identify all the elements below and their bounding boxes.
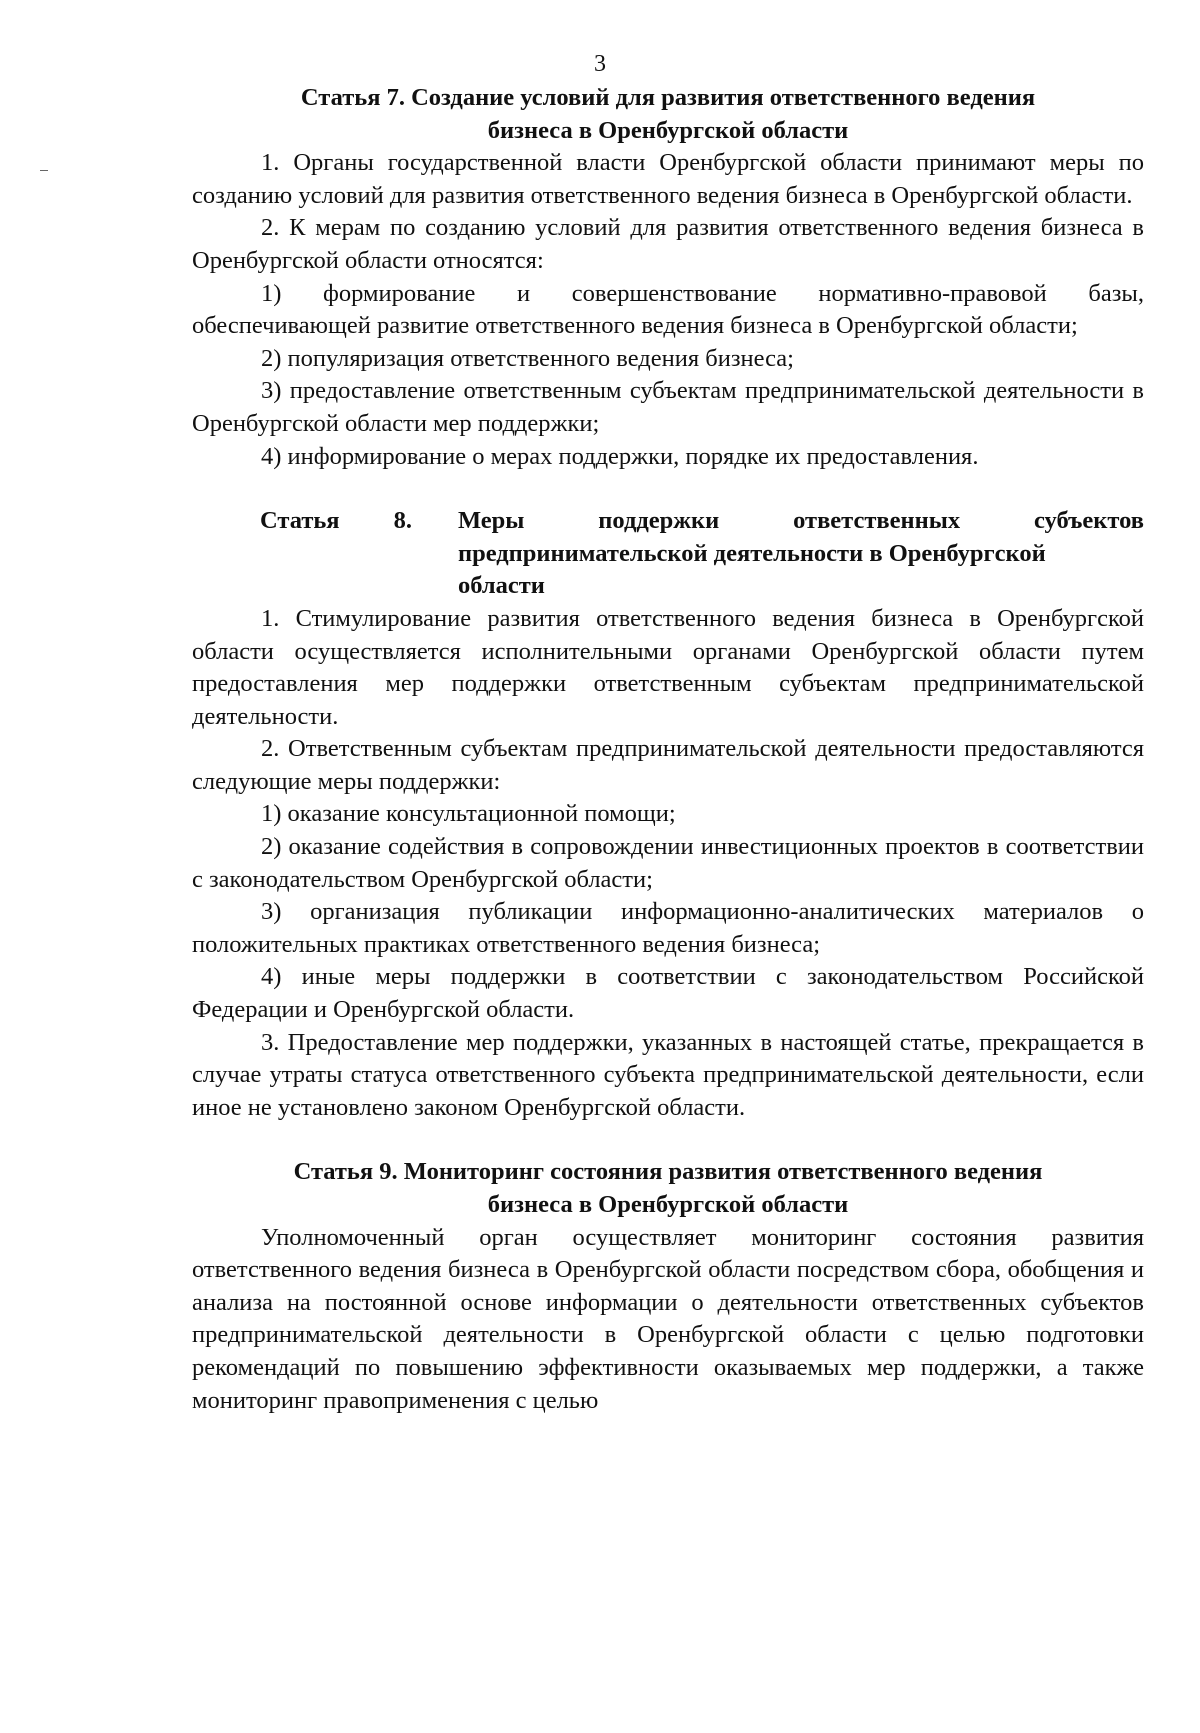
article-7-list-item: 4) информирование о мерах поддержки, порядке их предоставления. — [261, 442, 979, 470]
article-8-title-line-2: предпринимательской деятельности в Оренбургской — [458, 539, 1046, 567]
article-8-list-item: 2) оказание содействия в сопровождении инвестиционных проектов в соответствии с законодательством Оренбургской области; — [192, 833, 1144, 893]
article-7-list-item: 3) предоставление ответственным субъектам предпринимательской деятельности в Оренбургской области мер поддержки; — [192, 377, 1144, 437]
article-8-title-word: Меры — [458, 507, 525, 535]
article-8-title-line-3: области — [458, 572, 545, 600]
article-7-paragraph: 1. Органы государственной власти Оренбургской области принимают меры по созданию условий для развития ответственного ведения бизнеса в Оренбургской области. — [192, 149, 1144, 209]
article-8-title-word: поддержки — [598, 507, 720, 535]
article-8-title-word: ответственных — [793, 507, 961, 535]
article-9-heading-line-2: бизнеса в Оренбургской области — [487, 1191, 849, 1218]
article-8-heading — [192, 505, 1144, 603]
article-7-heading-line-1: Статья 7. Создание условий для развития ответственного ведения — [300, 84, 1036, 111]
article-8-title-line-1 — [458, 505, 1144, 538]
article-9-heading-line-1: Статья 9. Мониторинг состояния развития ответственного ведения — [293, 1158, 1043, 1186]
article-7-list-item: 2) популяризация ответственного ведения бизнеса; — [261, 344, 794, 372]
article-9-heading — [192, 1156, 1144, 1221]
article-8-list-item: 1) оказание консультационной помощи; — [261, 800, 676, 828]
article-8-label — [192, 505, 458, 603]
document-body — [192, 82, 1144, 1417]
article-9-paragraph: Уполномоченный орган осуществляет мониторинг состояния развития ответственного ведения бизнеса в Оренбургской области посредством сбора, обобщения и анализа на постоянной основе информации о деятельности ответственных субъектов предпринимательской деятельности в Оренбургской области с целью подготовки рекомендаций по повышению эффективности оказываемых мер поддержки, а также мониторинг правоприменения с целью — [192, 1223, 1144, 1414]
article-7-heading-line-2: бизнеса в Оренбургской области — [487, 116, 849, 144]
article-8-paragraph: 3. Предоставление мер поддержки, указанных в настоящей статье, прекращается в случае утраты статуса ответственного субъекта предпринимательской деятельности, если иное не установлено законом Оренбургской области. — [192, 1028, 1144, 1121]
section-gap — [192, 1124, 1144, 1156]
article-8-label-word: Статья — [260, 507, 340, 535]
article-7-heading — [192, 82, 1144, 147]
scan-mark — [40, 170, 48, 171]
article-8-list-item: 3) организация публикации информационно-аналитических материалов о положительных практиках ответственного ведения бизнеса; — [192, 898, 1144, 958]
article-8-label-number: 8. — [393, 507, 412, 535]
section-gap — [192, 473, 1144, 505]
article-8-paragraph: 2. Ответственным субъектам предпринимательской деятельности предоставляются следующие меры поддержки: — [192, 735, 1144, 795]
page-number: 3 — [594, 51, 606, 77]
article-8-title-word: субъектов — [1034, 507, 1144, 535]
article-8-list-item: 4) иные меры поддержки в соответствии с законодательством Российской Федерации и Оренбургской области. — [192, 963, 1144, 1024]
article-8-paragraph: 1. Стимулирование развития ответственного ведения бизнеса в Оренбургской области осуществляется исполнительными органами Оренбургской области путем предоставления мер поддержки ответственным субъектам предпринимательской деятельности. — [192, 604, 1144, 730]
article-7-paragraph: 2. К мерам по созданию условий для развития ответственного ведения бизнеса в Оренбургской области относятся: — [192, 214, 1144, 274]
article-7-list-item: 1) формирование и совершенствование нормативно-правовой базы, обеспечивающей развитие ответственного ведения бизнеса в Оренбургской области; — [192, 279, 1144, 340]
article-8-title — [458, 505, 1144, 603]
